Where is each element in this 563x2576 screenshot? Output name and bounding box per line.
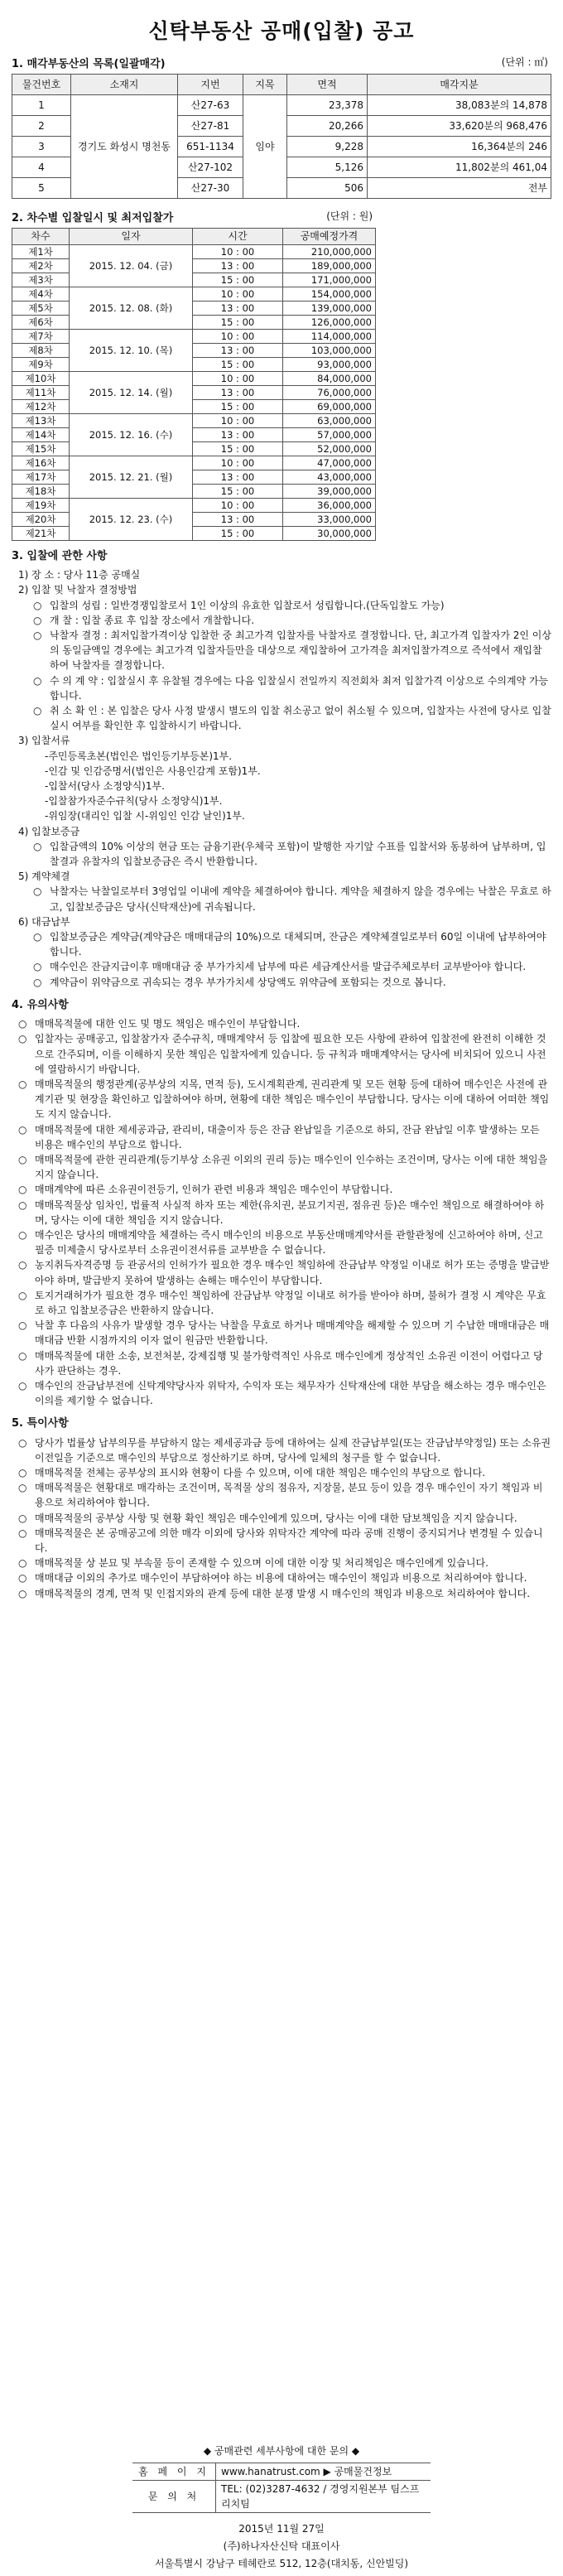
caution-item: ○ 매매목적물에 대한 제세공과금, 관리비, 대출이자 등은 잔금 완납일을 기준으로 하되, 잔금 완납일 이후 발생하는 모든 비용은 매수인의 부담으로 합니다. <box>18 1123 540 1151</box>
schedule-price: 30,000,000 <box>283 527 376 541</box>
contract-heading: 5) 계약체결 <box>18 871 70 883</box>
special-item: ○ 매매목적물 전체는 공부상의 표시와 현황이 다를 수 있으며, 이에 대한 책임은 매수인의 부담으로 합니다. <box>18 1466 486 1479</box>
schedule-price: 43,000,000 <box>283 470 376 485</box>
property-jibun: 651-1134 <box>178 137 243 157</box>
schedule-round: 제11차 <box>12 386 70 400</box>
schedule-date: 2015. 12. 16. (수) <box>70 414 193 456</box>
schedule-date: 2015. 12. 08. (화) <box>70 287 193 330</box>
schedule-round: 제6차 <box>12 316 70 330</box>
property-area: 20,266 <box>287 116 368 137</box>
special-item: ○ 당사가 법률상 납부의무를 부담하지 않는 제세공과금 등에 대하여는 실제 잔금납부일(또는 잔금납부약정일) 또는 소유권이전일을 기준으로 매수인의 부담으로 정산하기로 하며, 당사에 일체의 청구를 할 수 없습니다. <box>18 1436 551 1464</box>
special-list <box>12 1435 551 1601</box>
property-row <box>12 95 551 116</box>
schedule-price: 63,000,000 <box>283 414 376 428</box>
bid-doc-qty: 1부. <box>225 810 245 822</box>
schedule-time: 15 : 00 <box>193 273 283 287</box>
property-share: 11,802분의 461,04 <box>368 157 551 178</box>
caution-item: ○ 매매목적물의 행정관계(공부상의 지목, 면적 등), 도시계획관계, 권리관계 및 모든 현황 등에 대하여 매수인은 사전에 관계기관 및 현장을 확인하고 입찰하여야 하며, 현황에 대한 책임은 매수인이 부담합니다. 당사는 이에 대하여 어떠한 책임도 지지 않습니다. <box>18 1078 550 1121</box>
schedule-row <box>12 456 376 470</box>
schedule-price: 154,000,000 <box>283 287 376 301</box>
company-name: (주)하나자산신탁 대표이사 <box>223 2540 340 2552</box>
schedule-time: 10 : 00 <box>193 287 283 301</box>
property-share: 전부 <box>368 178 551 199</box>
schedule-row <box>12 414 376 428</box>
property-share: 16,364분의 246 <box>368 137 551 157</box>
bid-doc-qty: 1부. <box>213 750 233 762</box>
bid-doc-name: 입찰참가자준수규칙(당사 소정양식) <box>48 795 204 808</box>
schedule-time: 15 : 00 <box>193 400 283 414</box>
schedule-row <box>12 442 376 456</box>
document-title: 신탁부동산 공매(입찰) 공고 <box>148 19 415 43</box>
caution-list <box>12 1016 551 1408</box>
section-2-heading: 2. 차수별 입찰일시 및 최저입찰가 (단위 : 원) <box>12 210 373 224</box>
schedule-time: 10 : 00 <box>193 456 283 470</box>
schedule-time: 15 : 00 <box>193 316 283 330</box>
schedule-date: 2015. 12. 04. (금) <box>70 245 193 287</box>
schedule-round: 제1차 <box>12 245 70 259</box>
property-no: 5 <box>12 178 71 199</box>
contact-info: TEL: (02)3287-4632 / 경영지원본부 팀스프리치팀 <box>216 2481 431 2513</box>
bid-method-item: ○ 취 소 확 인 : 본 입찰은 당사 사정 발생시 별도의 입찰 취소공고 없이 취소될 수 있으며, 입찰자는 사전에 당사로 입찰 실시 여부를 확인한 후 입찰하시기 바랍니다. <box>33 705 551 732</box>
property-share: 33,620분의 968,476 <box>368 116 551 137</box>
schedule-row <box>12 287 376 301</box>
property-jibun: 산27-81 <box>178 116 243 137</box>
payment-item: ○ 매수인은 잔금지급이후 매매대금 중 부가가치세 납부에 따른 세금계산서를 발급주체로부터 교부받아야 합니다. <box>33 961 527 973</box>
schedule-table <box>12 228 376 541</box>
schedule-time: 13 : 00 <box>193 513 283 527</box>
schedule-round: 제21차 <box>12 527 70 541</box>
schedule-price: 171,000,000 <box>283 273 376 287</box>
section-3-heading: 3. 입찰에 관한 사항 <box>12 550 108 562</box>
schedule-price: 84,000,000 <box>283 372 376 386</box>
payment-item: ○ 입찰보증금은 계약금(계약금은 매매대금의 10%)으로 대체되며, 잔금은 계약체결일로부터 60일 이내에 납부하여야 합니다. <box>33 931 546 958</box>
schedule-price: 33,000,000 <box>283 513 376 527</box>
property-no: 1 <box>12 95 71 116</box>
special-item: ○ 매매목적물의 공부상 사항 및 현황 확인 책임은 매수인에게 있으며, 당사는 이에 대한 담보책임을 지지 않습니다. <box>18 1512 517 1524</box>
caution-item: ○ 매매목적물에 대한 인도 및 명도 책임은 매수인이 부담합니다. <box>18 1018 301 1030</box>
schedule-time: 15 : 00 <box>193 485 283 499</box>
schedule-round: 제13차 <box>12 414 70 428</box>
property-jibun: 산27-30 <box>178 178 243 199</box>
schedule-row <box>12 485 376 499</box>
payment-item: ○ 계약금이 위약금으로 귀속되는 경우 부가가치세 상당액도 위약금에 포함되는 것으로 봅니다. <box>33 976 446 988</box>
schedule-date: 2015. 12. 14. (월) <box>70 372 193 414</box>
caution-item: ○ 매수인의 잔금납부전에 신탁계약당사자 위탁자, 수익자 또는 채무자가 신탁재산에 대한 부담을 해소하는 경우 매수인은 이의를 제기할 수 없습니다. <box>18 1379 546 1407</box>
section-5 <box>12 1416 551 1600</box>
bid-method-item: ○ 입찰의 성립 : 일반경쟁입찰로서 1인 이상의 유효한 입찰로서 성립합니다.(단독입찰도 가능) <box>33 599 445 611</box>
property-area: 23,378 <box>287 95 368 116</box>
schedule-row <box>12 358 376 372</box>
schedule-row <box>12 316 376 330</box>
inquiry-notice: ◆ 공매관련 세부사항에 대한 문의 ◆ <box>203 2445 360 2457</box>
bid-doc-item: - 입찰참가자준수규칙(당사 소정양식) 1부. <box>45 794 318 808</box>
schedule-price: 114,000,000 <box>283 330 376 344</box>
website-link[interactable]: www.hanatrust.com ▶ 공매물건정보 <box>216 2463 431 2481</box>
payment-list <box>12 929 551 990</box>
bid-docs-list <box>12 749 551 824</box>
caution-item: ○ 입찰자는 공매공고, 입찰참가자 준수규칙, 매매계약서 등 입찰에 필요한 모든 사항에 관하여 입찰전에 완전히 이해한 것으로 간주되며, 이를 이해하지 못한 책임은 입찰자에게 있습니다. 등 규칙과 매매계약서는 당사에 비치되어 있으니 사전에 열람하시기 바랍니다. <box>18 1033 546 1075</box>
schedule-round: 제12차 <box>12 400 70 414</box>
notice-document <box>12 0 551 2569</box>
caution-item: ○ 매매계약에 따른 소유권이전등기, 인허가 관련 비용과 책임은 매수인이 부담합니다. <box>18 1184 393 1196</box>
bid-method-item: ○ 개 찰 : 입찰 종료 후 입찰 장소에서 개찰합니다. <box>33 614 255 626</box>
schedule-round: 제9차 <box>12 358 70 372</box>
schedule-round: 제14차 <box>12 428 70 442</box>
property-share: 38,083분의 14,878 <box>368 95 551 116</box>
bid-method-heading: 2) 입찰 및 낙찰자 결정방법 <box>18 584 137 596</box>
bid-doc-qty: 1부. <box>203 795 223 808</box>
property-no: 3 <box>12 137 71 157</box>
section-3 <box>12 549 551 990</box>
schedule-round: 제4차 <box>12 287 70 301</box>
schedule-round: 제3차 <box>12 273 70 287</box>
section-4 <box>12 998 551 1408</box>
bid-doc-name: 위임장(대리인 입찰 시-위임인 인감 날인) <box>48 810 226 822</box>
section-2-unit: (단위 : 원) <box>326 210 373 222</box>
property-location: 경기도 화성시 명천동 <box>71 95 178 199</box>
contact-table <box>132 2463 431 2513</box>
schedule-row <box>12 301 376 316</box>
schedule-time: 13 : 00 <box>193 386 283 400</box>
schedule-time: 13 : 00 <box>193 470 283 485</box>
special-item: ○ 매매목적물 상 분묘 및 부속물 등이 존재할 수 있으며 이에 대한 이장 및 처리책임은 매수인에게 있습니다. <box>18 1557 488 1570</box>
section-5-heading: 5. 특이사항 <box>12 1417 69 1430</box>
bid-doc-name: 입찰서(당사 소정양식) <box>48 780 146 793</box>
schedule-row <box>12 400 376 414</box>
caution-item: ○ 낙찰 후 다음의 사유가 발생할 경우 당사는 낙찰을 무효로 하거나 매매계약을 해제할 수 있으며 기 수납한 매매대금은 매매대금 반환 시점까지의 이자 없이 원금만 반환합니다. <box>18 1319 550 1347</box>
caution-item: ○ 매매목적물상 임차인, 법률적 사실적 하자 또는 제한(유치권, 분묘기지권, 점유권 등)은 매수인 책임으로 해결하여야 하며, 당사는 이에 대한 책임을 지지 않습니다. <box>18 1199 545 1226</box>
bid-doc-qty: 1부. <box>145 780 165 793</box>
section-1-unit: (단위 : ㎡) <box>501 56 548 68</box>
schedule-price: 126,000,000 <box>283 316 376 330</box>
bid-doc-item: - 입찰서(당사 소정양식) 1부. <box>45 779 318 794</box>
schedule-row <box>12 344 376 358</box>
property-table-body <box>12 95 551 199</box>
bid-doc-name: 인감 및 인감증명서(법인은 사용인감계 포함) <box>48 765 242 777</box>
property-jimok: 임야 <box>243 95 287 199</box>
schedule-time: 13 : 00 <box>193 428 283 442</box>
notice-date: 2015년 11월 27일 <box>238 2523 325 2535</box>
bid-doc-name: 주민등록초본(법인은 법인등기부등본) <box>48 750 213 762</box>
footer <box>12 2443 551 2570</box>
schedule-time: 13 : 00 <box>193 259 283 273</box>
schedule-time: 13 : 00 <box>193 344 283 358</box>
schedule-round: 제19차 <box>12 499 70 513</box>
property-area: 5,126 <box>287 157 368 178</box>
schedule-row <box>12 245 376 259</box>
property-area: 506 <box>287 178 368 199</box>
special-item: ○ 매매목적물은 현황대로 매각하는 조건이며, 목적물 상의 점유자, 지장물, 분묘 등이 있을 경우 매수인이 자기 책임과 비용으로 처리하여야 합니다. <box>18 1482 543 1509</box>
caution-item: ○ 매매목적물에 대한 소송, 보전처분, 강제집행 및 불가항력적인 사유로 매수인에게 정상적인 소유권 이전이 어렵다고 당사가 판단하는 경우. <box>18 1349 543 1377</box>
schedule-row <box>12 513 376 527</box>
contact-label: 문 의 처 <box>132 2481 216 2513</box>
property-table-header: 물건번호 소재지 지번 지목 면적 매각지분 <box>12 75 551 95</box>
schedule-price: 139,000,000 <box>283 301 376 316</box>
deposit-heading: 4) 입찰보증금 <box>18 825 80 837</box>
schedule-time: 15 : 00 <box>193 358 283 372</box>
schedule-time: 10 : 00 <box>193 330 283 344</box>
schedule-price: 69,000,000 <box>283 400 376 414</box>
bid-doc-item: - 인감 및 인감증명서(법인은 사용인감계 포함) 1부. <box>45 764 318 779</box>
schedule-round: 제17차 <box>12 470 70 485</box>
schedule-row <box>12 428 376 442</box>
bid-method-item: ○ 수 의 계 약 : 입찰실시 후 유찰될 경우에는 다음 입찰실시 전일까지 직전회차 최저 입찰가격 이상으로 수의계약 가능합니다. <box>33 674 549 702</box>
section-4-heading: 4. 유의사항 <box>12 998 69 1011</box>
schedule-date: 2015. 12. 21. (월) <box>70 456 193 499</box>
schedule-date: 2015. 12. 10. (목) <box>70 330 193 372</box>
schedule-price: 57,000,000 <box>283 428 376 442</box>
schedule-date: 2015. 12. 23. (수) <box>70 499 193 541</box>
schedule-price: 36,000,000 <box>283 499 376 513</box>
schedule-table-header: 차수 일자 시간 공매예정가격 <box>12 229 376 245</box>
schedule-time: 13 : 00 <box>193 301 283 316</box>
schedule-row <box>12 372 376 386</box>
caution-item: ○ 토지거래허가가 필요한 경우 매수인 책임하에 잔금납부 약정일 이내로 허가를 받아야 하며, 불허가 결정 시 계약은 무효로 하고 입찰보증금은 반환하지 않습니다. <box>18 1289 546 1316</box>
schedule-row <box>12 527 376 541</box>
bid-place: 1) 장 소 : 당사 11층 공매실 <box>18 569 141 581</box>
schedule-table-body <box>12 245 376 541</box>
bid-method-list <box>12 598 551 734</box>
caution-item: ○ 농지취득자격증명 등 관공서의 인허가가 필요한 경우 매수인 책임하에 잔금납부 약정일 이내로 허가 또는 증명을 발급받아야 하며, 발급받지 못하여 발생하는 손해는 매수인이 부담합니다. <box>18 1259 550 1286</box>
schedule-round: 제5차 <box>12 301 70 316</box>
schedule-round: 제20차 <box>12 513 70 527</box>
section-1-heading: 1. 매각부동산의 목록(일괄매각) (단위 : ㎡) <box>12 56 548 70</box>
bid-docs-heading: 3) 입찰서류 <box>18 735 70 747</box>
property-jibun: 산27-102 <box>178 157 243 178</box>
caution-item: ○ 매수인은 당사의 매매계약을 체결하는 즉시 매수인의 비용으로 부동산매매계약서를 관할관청에 신고하여야 하며, 신고필증 미제출시 당사로부터 소유권이전서류를 교부받을 수 없습니다. <box>18 1228 543 1257</box>
schedule-price: 47,000,000 <box>283 456 376 470</box>
website-label: 홈 페 이 지 <box>132 2463 216 2481</box>
schedule-row <box>12 330 376 344</box>
schedule-round: 제16차 <box>12 456 70 470</box>
schedule-row <box>12 259 376 273</box>
property-no: 4 <box>12 157 71 178</box>
schedule-time: 10 : 00 <box>193 499 283 513</box>
schedule-price: 210,000,000 <box>283 245 376 259</box>
company-address: 서울특별시 강남구 테헤란로 512, 12층(대치동, 신안빌딩) <box>154 2558 409 2569</box>
deposit-item: ○ 입찰금액의 10% 이상의 현금 또는 금융기관(우체국 포함)이 발행한 자기앞 수표를 입찰서와 동봉하여 납부하며, 입찰결과 유찰자의 입찰보증금은 즉시 반환합니다. <box>33 840 546 868</box>
bid-doc-item: - 위임장(대리인 입찰 시-위임인 인감 날인) 1부. <box>45 808 318 823</box>
schedule-time: 10 : 00 <box>193 372 283 386</box>
special-item: ○ 매매목적물은 본 공매공고에 의한 매각 이외에 당사와 위탁자간 계약에 따라 공매 진행이 중지되거나 변경될 수 있습니다. <box>18 1527 543 1554</box>
schedule-round: 제7차 <box>12 330 70 344</box>
schedule-round: 제2차 <box>12 259 70 273</box>
schedule-row <box>12 499 376 513</box>
schedule-row <box>12 273 376 287</box>
bid-method-item: ○ 낙찰자 결정 : 최저입찰가격이상 입찰한 중 최고가격 입찰자를 낙찰자로 결정합니다. 단, 최고가격 입찰자가 2인 이상의 동일금액일 경우에는 최고가격 입찰자들만을 대상으로 재입찰하여 고가격을 최저입찰가격으로 즉석에서 재입찰하여 낙찰자를 결정합니다. <box>33 630 551 672</box>
contract-item: ○ 낙찰자는 낙찰일로부터 3영업일 이내에 계약을 체결하여야 합니다. 계약을 체결하지 않을 경우에는 낙찰은 무효로 하고, 입찰보증금은 당사(신탁재산)에 귀속됩니다. <box>33 885 551 913</box>
schedule-price: 93,000,000 <box>283 358 376 372</box>
schedule-row <box>12 470 376 485</box>
schedule-round: 제8차 <box>12 344 70 358</box>
property-area: 9,228 <box>287 137 368 157</box>
schedule-time: 15 : 00 <box>193 527 283 541</box>
schedule-time: 10 : 00 <box>193 414 283 428</box>
schedule-time: 15 : 00 <box>193 442 283 456</box>
property-no: 2 <box>12 116 71 137</box>
schedule-price: 76,000,000 <box>283 386 376 400</box>
schedule-price: 52,000,000 <box>283 442 376 456</box>
special-item: ○ 매매대금 이외의 추가로 매수인이 부담하여야 하는 비용에 대하여는 매수인이 책임과 비용으로 처리하여야 합니다. <box>18 1572 527 1585</box>
schedule-row <box>12 386 376 400</box>
property-table <box>12 74 551 199</box>
schedule-round: 제18차 <box>12 485 70 499</box>
bid-doc-item: - 주민등록초본(법인은 법인등기부등본) 1부. <box>45 749 318 764</box>
payment-heading: 6) 대금납부 <box>18 915 70 928</box>
property-jibun: 산27-63 <box>178 95 243 116</box>
schedule-price: 103,000,000 <box>283 344 376 358</box>
schedule-round: 제15차 <box>12 442 70 456</box>
schedule-price: 189,000,000 <box>283 259 376 273</box>
caution-item: ○ 매매목적물에 관한 권리관계(등기부상 소유권 이외의 권리 등)는 매수인이 인수하는 조건이며, 당사는 이에 대한 책임을 지지 않습니다. <box>18 1153 548 1181</box>
schedule-time: 10 : 00 <box>193 245 283 259</box>
special-item: ○ 매매목적물의 경계, 면적 및 인접지와의 관계 등에 대한 분쟁 발생 시 매수인의 책임과 비용으로 처리하여야 합니다. <box>18 1587 531 1599</box>
bid-doc-qty: 1부. <box>241 765 261 777</box>
schedule-price: 39,000,000 <box>283 485 376 499</box>
schedule-round: 제10차 <box>12 372 70 386</box>
